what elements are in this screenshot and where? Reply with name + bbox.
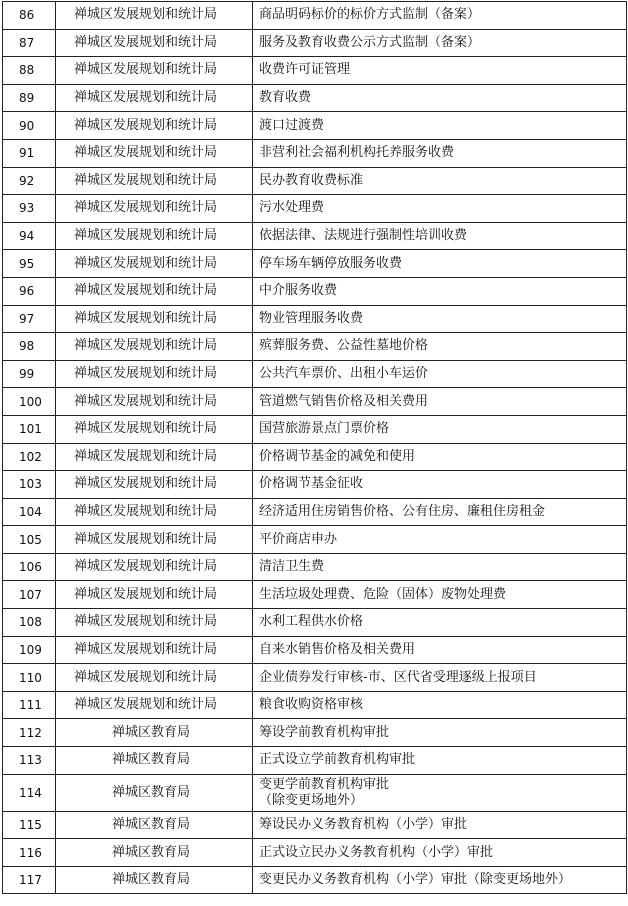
item-cell: 依据法律、法规进行强制性培训收费 [253, 222, 627, 250]
table-row [3, 415, 627, 443]
row-number: 111 [3, 691, 56, 719]
department-cell: 禅城区发展规划和统计局 [56, 139, 253, 167]
item-cell: 价格调节基金征收 [253, 471, 627, 499]
row-number: 92 [3, 167, 56, 195]
row-number: 114 [3, 774, 56, 811]
item-cell: 服务及教育收费公示方式监制（备案） [253, 29, 627, 57]
item-cell: 生活垃圾处理费、危险（固体）废物处理费 [253, 581, 627, 609]
department-cell: 禅城区发展规划和统计局 [56, 388, 253, 416]
item-line-1: 变更学前教育机构审批 [259, 776, 390, 792]
table-row [3, 57, 627, 85]
row-number: 116 [3, 839, 56, 867]
row-number: 108 [3, 609, 56, 637]
row-number: 93 [3, 195, 56, 223]
row-number: 105 [3, 526, 56, 554]
row-number: 96 [3, 277, 56, 305]
row-number: 113 [3, 747, 56, 775]
row-number: 97 [3, 305, 56, 333]
table-row [3, 112, 627, 140]
row-number: 102 [3, 443, 56, 471]
table-row [3, 167, 627, 195]
table-row [3, 250, 627, 278]
table-row [3, 664, 627, 692]
item-cell: 自来水销售价格及相关费用 [253, 636, 627, 664]
department-cell: 禅城区教育局 [56, 719, 253, 747]
row-number: 103 [3, 471, 56, 499]
row-number: 107 [3, 581, 56, 609]
department-cell: 禅城区发展规划和统计局 [56, 167, 253, 195]
item-cell: 物业管理服务收费 [253, 305, 627, 333]
department-cell: 禅城区教育局 [56, 839, 253, 867]
item-cell: 经济适用住房销售价格、公有住房、廉租住房租金 [253, 498, 627, 526]
item-cell: 平价商店申办 [253, 526, 627, 554]
table-row [3, 498, 627, 526]
row-number: 86 [3, 2, 56, 30]
department-cell: 禅城区发展规划和统计局 [56, 84, 253, 112]
table-row [3, 691, 627, 719]
row-number: 90 [3, 112, 56, 140]
department-cell: 禅城区发展规划和统计局 [56, 581, 253, 609]
table-row [3, 388, 627, 416]
department-cell: 禅城区发展规划和统计局 [56, 498, 253, 526]
table-row [3, 581, 627, 609]
table-row [3, 139, 627, 167]
table-row [3, 333, 627, 361]
item-cell: 民办教育收费标准 [253, 167, 627, 195]
department-cell: 禅城区发展规划和统计局 [56, 222, 253, 250]
department-cell: 禅城区发展规划和统计局 [56, 57, 253, 85]
item-cell: 停车场车辆停放服务收费 [253, 250, 627, 278]
table-row [3, 195, 627, 223]
table-row [3, 811, 627, 839]
item-cell: 清洁卫生费 [253, 553, 627, 581]
row-number: 109 [3, 636, 56, 664]
table-row [3, 277, 627, 305]
table-row [3, 747, 627, 775]
table-row [3, 609, 627, 637]
table-row [3, 471, 627, 499]
row-number: 100 [3, 388, 56, 416]
table-row [3, 84, 627, 112]
table-row [3, 774, 627, 811]
item-cell: 管道燃气销售价格及相关费用 [253, 388, 627, 416]
table-row [3, 839, 627, 867]
department-cell: 禅城区教育局 [56, 774, 253, 811]
department-cell: 禅城区发展规划和统计局 [56, 195, 253, 223]
department-cell: 禅城区发展规划和统计局 [56, 277, 253, 305]
row-number: 99 [3, 360, 56, 388]
item-cell: 筹设民办义务教育机构（小学）审批 [253, 811, 627, 839]
department-cell: 禅城区发展规划和统计局 [56, 471, 253, 499]
item-cell: 收费许可证管理 [253, 57, 627, 85]
department-cell: 禅城区教育局 [56, 866, 253, 894]
row-number: 106 [3, 553, 56, 581]
department-cell: 禅城区发展规划和统计局 [56, 112, 253, 140]
item-cell: 变更民办义务教育机构（小学）审批（除变更场地外） [253, 866, 627, 894]
table-row [3, 553, 627, 581]
department-cell: 禅城区发展规划和统计局 [56, 609, 253, 637]
item-cell: 正式设立民办义务教育机构（小学）审批 [253, 839, 627, 867]
item-cell: 水利工程供水价格 [253, 609, 627, 637]
department-cell: 禅城区发展规划和统计局 [56, 526, 253, 554]
department-cell: 禅城区教育局 [56, 811, 253, 839]
department-cell: 禅城区发展规划和统计局 [56, 333, 253, 361]
item-cell: 中介服务收费 [253, 277, 627, 305]
row-number: 94 [3, 222, 56, 250]
item-cell [253, 774, 627, 811]
item-cell: 殡葬服务费、公益性墓地价格 [253, 333, 627, 361]
table-row [3, 526, 627, 554]
item-cell: 公共汽车票价、出租小车运价 [253, 360, 627, 388]
row-number: 91 [3, 139, 56, 167]
row-number: 117 [3, 866, 56, 894]
department-cell: 禅城区发展规划和统计局 [56, 29, 253, 57]
row-number: 88 [3, 57, 56, 85]
row-number: 98 [3, 333, 56, 361]
item-line-2: （除变更场地外） [259, 792, 364, 808]
table-row [3, 305, 627, 333]
department-cell: 禅城区发展规划和统计局 [56, 553, 253, 581]
department-cell: 禅城区发展规划和统计局 [56, 415, 253, 443]
row-number: 110 [3, 664, 56, 692]
department-cell: 禅城区发展规划和统计局 [56, 636, 253, 664]
row-number: 87 [3, 29, 56, 57]
table-row [3, 29, 627, 57]
department-cell: 禅城区发展规划和统计局 [56, 250, 253, 278]
department-cell: 禅城区发展规划和统计局 [56, 360, 253, 388]
item-cell: 渡口过渡费 [253, 112, 627, 140]
row-number: 89 [3, 84, 56, 112]
item-cell: 筹设学前教育机构审批 [253, 719, 627, 747]
item-cell: 粮食收购资格审核 [253, 691, 627, 719]
item-cell: 污水处理费 [253, 195, 627, 223]
table-row [3, 443, 627, 471]
table-row [3, 719, 627, 747]
row-number: 101 [3, 415, 56, 443]
approval-items-table [2, 1, 627, 894]
item-cell: 商品明码标价的标价方式监制（备案） [253, 2, 627, 30]
department-cell: 禅城区发展规划和统计局 [56, 2, 253, 30]
department-cell: 禅城区发展规划和统计局 [56, 691, 253, 719]
table-row [3, 866, 627, 894]
table-row [3, 2, 627, 30]
department-cell: 禅城区发展规划和统计局 [56, 305, 253, 333]
department-cell: 禅城区发展规划和统计局 [56, 443, 253, 471]
item-cell: 价格调节基金的减免和使用 [253, 443, 627, 471]
row-number: 95 [3, 250, 56, 278]
item-cell: 正式设立学前教育机构审批 [253, 747, 627, 775]
table-row [3, 222, 627, 250]
table-row [3, 360, 627, 388]
table-row [3, 636, 627, 664]
item-cell: 非营利社会福利机构托养服务收费 [253, 139, 627, 167]
item-cell: 国营旅游景点门票价格 [253, 415, 627, 443]
row-number: 115 [3, 811, 56, 839]
item-cell: 教育收费 [253, 84, 627, 112]
department-cell: 禅城区发展规划和统计局 [56, 664, 253, 692]
item-cell: 企业债券发行审核-市、区代省受理逐级上报项目 [253, 664, 627, 692]
row-number: 112 [3, 719, 56, 747]
department-cell: 禅城区教育局 [56, 747, 253, 775]
row-number: 104 [3, 498, 56, 526]
